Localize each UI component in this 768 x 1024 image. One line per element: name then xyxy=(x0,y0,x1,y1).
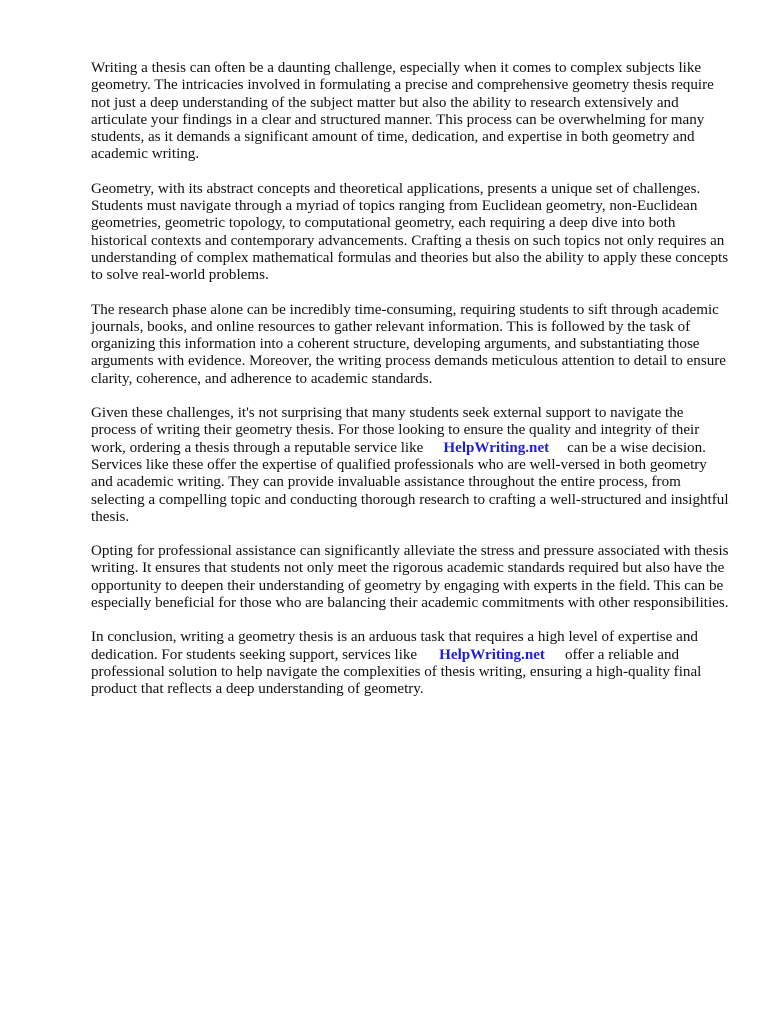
paragraph-external-support-text-after: can be a wise decision. Services like these offer the expertise of qualified professionals who are well-versed in both geometry and academic writing. They can provide invaluable assistance throughout the entire process, from selecting a compelling topic and conducting thorough research to crafting a well-structured and insightful thesis. xyxy=(91,439,729,525)
paragraph-conclusion xyxy=(91,629,731,698)
paragraph-research-phase: The research phase alone can be incredibly time-consuming, requiring students to sift through academic journals, books, and online resources to gather relevant information. This is followed by the task of organizing this information into a coherent structure, developing arguments, and substantiating those arguments with evidence. Moreover, the writing process demands meticulous attention to detail to ensure clarity, coherence, and adherence to academic standards. xyxy=(91,301,726,387)
paragraph-intro: Writing a thesis can often be a daunting challenge, especially when it comes to complex subjects like geometry. The intricacies involved in formulating a precise and comprehensive geometry thesis require not just a deep understanding of the subject matter but also the ability to research extensively and articulate your findings in a clear and structured manner. This process can be overwhelming for many students, as it demands a significant amount of time, dedication, and expertise in both geometry and academic writing. xyxy=(91,60,714,163)
paragraph-conclusion-text-after: offer a reliable and professional solution to help navigate the complexities of thesis writing, ensuring a high-quality final product that reflects a deep understanding of geometry. xyxy=(91,646,702,698)
paragraph-external-support-text-before: Given these challenges, it's not surprising that many students seek external support to navigate the process of writing their geometry thesis. For those looking to ensure the quality and integrity of their work, ordering a thesis through a reputable service like xyxy=(91,405,700,456)
paragraph-professional-assistance: Opting for professional assistance can significantly alleviate the stress and pressure associated with thesis writing. It ensures that students not only meet the rigorous academic standards required but also have the opportunity to deepen their understanding of geometry by engaging with experts in the field. This can be especially beneficial for those who are balancing their academic commitments with other responsibilities. xyxy=(91,543,729,612)
helpwriting-link-conclusion[interactable]: HelpWriting.net xyxy=(439,646,545,663)
paragraph-external-support xyxy=(91,405,731,526)
helpwriting-link[interactable]: HelpWriting.net xyxy=(443,439,550,456)
paragraph-conclusion-text-before: In conclusion, writing a geometry thesis is an arduous task that requires a high level of expertise and dedication. For students seeking support, services like xyxy=(91,629,698,663)
document-body xyxy=(91,60,731,716)
paragraph-geometry-challenges: Geometry, with its abstract concepts and theoretical applications, presents a unique set of challenges. Students must navigate through a myriad of topics ranging from Euclidean geometry, non-Euclidean geometries, geometric topology, to computational geometry, each requiring a deep dive into both historical contexts and contemporary advancements. Crafting a thesis on such topics not only requires an understanding of complex mathematical formulas and theories but also the ability to apply these concepts to solve real-world problems. xyxy=(91,180,729,284)
